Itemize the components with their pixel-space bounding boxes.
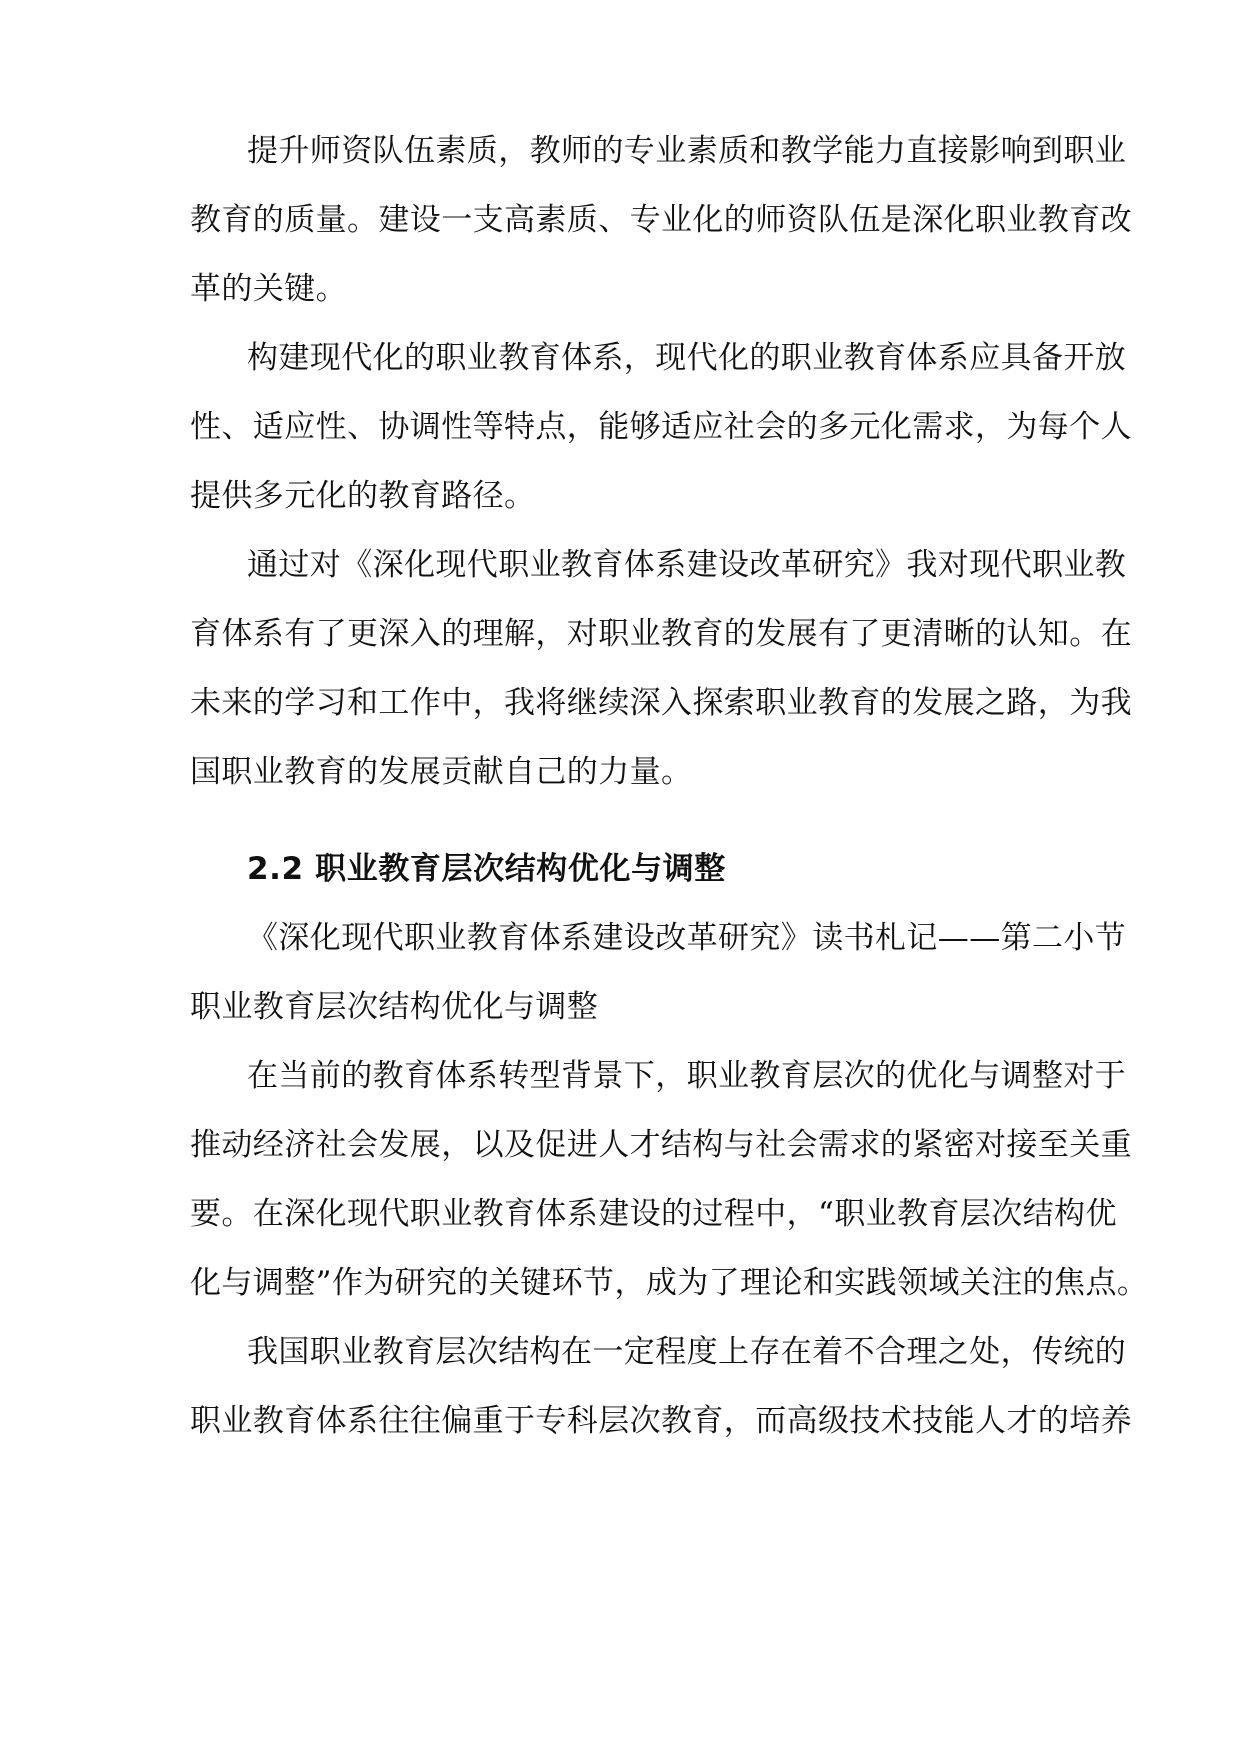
paragraph-3-line-3: 未来的学习和工作中，我将继续深入探索职业教育的发展之路，为我 — [190, 685, 1132, 721]
paragraph-4-line-2: 职业教育层次结构优化与调整 — [190, 989, 599, 1025]
paragraph-5-line-3: 要。在深化现代职业教育体系建设的过程中，“职业教育层次结构优 — [190, 1196, 1117, 1232]
paragraph-6-line-2: 职业教育体系往往偏重于专科层次教育，而高级技术技能人才的培养 — [190, 1403, 1132, 1439]
paragraph-2-line-3: 提供多元化的教育路径。 — [190, 478, 536, 514]
paragraph-3-line-2: 育体系有了更深入的理解，对职业教育的发展有了更清晰的认知。在 — [190, 616, 1132, 652]
paragraph-1-line-1: 提升师资队伍素质，教师的专业素质和教学能力直接影响到职业 — [247, 133, 1127, 169]
paragraph-4-line-1: 《深化现代职业教育体系建设改革研究》读书札记——第二小节 — [247, 920, 1127, 956]
paragraph-5-line-1: 在当前的教育体系转型背景下，职业教育层次的优化与调整对于 — [247, 1058, 1127, 1094]
paragraph-5-line-4: 化与调整”作为研究的关键环节，成为了理论和实践领域关注的焦点。 — [190, 1265, 1149, 1301]
paragraph-2-line-2: 性、适应性、协调性等特点，能够适应社会的多元化需求，为每个人 — [190, 409, 1132, 445]
paragraph-3-line-4: 国职业教育的发展贡献自己的力量。 — [190, 754, 693, 790]
paragraph-3-line-1: 通过对《深化现代职业教育体系建设改革研究》我对现代职业教 — [247, 547, 1127, 583]
paragraph-1-line-3: 革的关键。 — [190, 271, 347, 307]
paragraph-2-line-1: 构建现代化的职业教育体系，现代化的职业教育体系应具备开放 — [247, 340, 1127, 376]
paragraph-6-line-1: 我国职业教育层次结构在一定程度上存在着不合理之处，传统的 — [247, 1334, 1127, 1370]
section-heading: 2.2 职业教育层次结构优化与调整 — [247, 851, 726, 887]
paragraph-1-line-2: 教育的质量。建设一支高素质、专业化的师资队伍是深化职业教育改 — [190, 202, 1132, 238]
paragraph-5-line-2: 推动经济社会发展，以及促进人才结构与社会需求的紧密对接至关重 — [190, 1127, 1132, 1163]
